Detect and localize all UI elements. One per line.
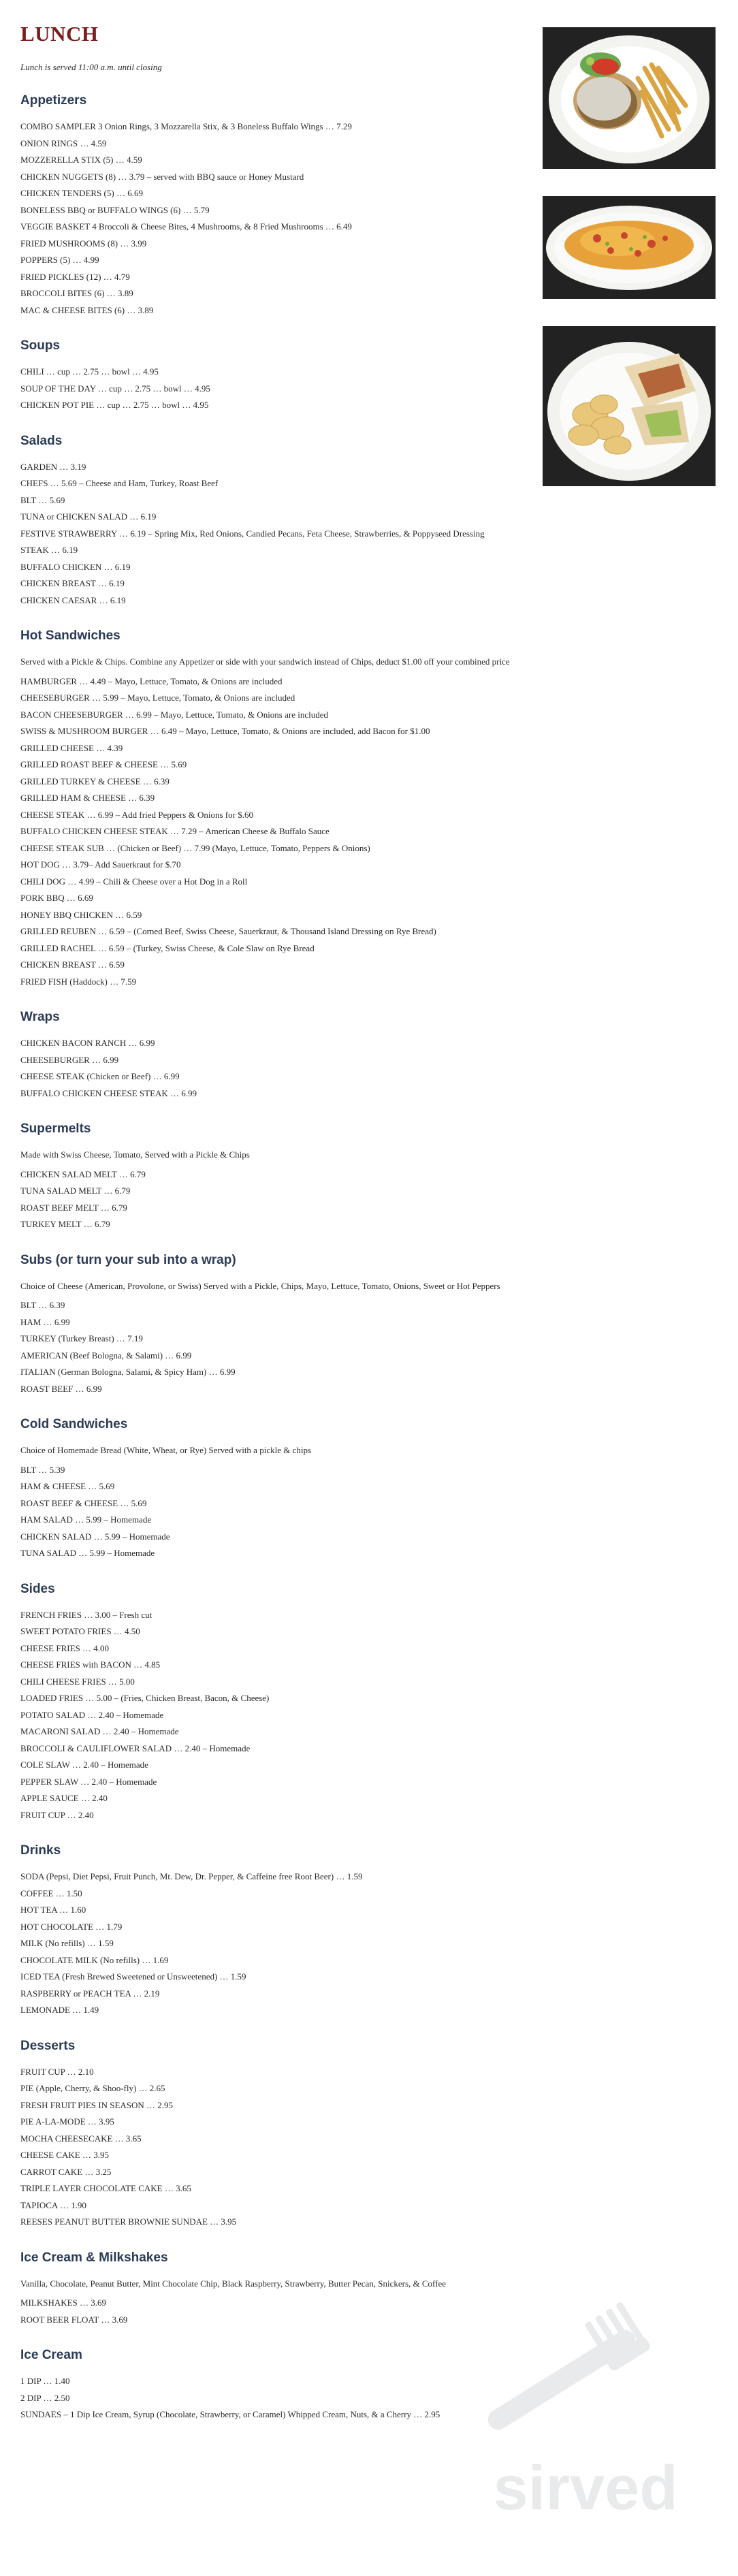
menu-item: CHICKEN SALAD … 5.99 – Homemade (20, 1531, 170, 1542)
menu-item: PIE A-LA-MODE … 3.95 (20, 2116, 114, 2127)
menu-item: TRIPLE LAYER CHOCOLATE CAKE … 3.65 (20, 2183, 191, 2193)
menu-item: HAM & CHEESE … 5.69 (20, 1481, 115, 1491)
menu-item: CHICKEN NUGGETS (8) … 3.79 – served with BBQ sauce or Honey Mustard (20, 171, 304, 182)
menu-item: HAM SALAD … 5.99 – Homemade (20, 1514, 152, 1525)
menu-item: FRUIT CUP … 2.10 (20, 2066, 94, 2077)
menu-item: CHEFS … 5.69 – Cheese and Ham, Turkey, Roast Beef (20, 478, 219, 488)
menu-item: REESES PEANUT BUTTER BROWNIE SUNDAE … 3.95 (20, 2216, 237, 2227)
menu-item: FRENCH FRIES … 3.00 – Fresh cut (20, 1609, 153, 1620)
menu-item: CHILI … cup … 2.75 … bowl … 4.95 (20, 366, 159, 377)
menu-item: 2 DIP … 2.50 (20, 2392, 70, 2403)
menu-section (20, 1581, 538, 1824)
section-heading: Desserts (20, 2038, 76, 2053)
menu-item: CHICKEN CAESAR … 6.19 (20, 594, 126, 605)
menu-item: BROCCOLI & CAULIFLOWER SALAD … 2.40 – Homemade (20, 1743, 251, 1753)
menu-item: CHEESE FRIES … 4.00 (20, 1642, 110, 1653)
menu-item: PIE (Apple, Cherry, & Shoo-fly) … 2.65 (20, 2083, 165, 2093)
menu-item: POTATO SALAD … 2.40 – Homemade (20, 1709, 164, 1720)
fork-icon (463, 2268, 708, 2526)
menu-section (20, 1121, 538, 1233)
menu-item: MACARONI SALAD … 2.40 – Homemade (20, 1726, 179, 1736)
menu-item: COLE SLAW … 2.40 – Homemade (20, 1760, 148, 1770)
section-heading: Drinks (20, 1843, 61, 1858)
menu-item: ROAST BEEF MELT … 6.79 (20, 1202, 127, 1213)
section-heading: Sides (20, 1581, 55, 1596)
menu-section (20, 1252, 538, 1398)
sirved-watermark-text: sirved (493, 2453, 678, 2523)
menu-section (20, 628, 538, 990)
menu-item: ROAST BEEF & CHEESE … 5.69 (20, 1497, 147, 1508)
menu-section (20, 2250, 538, 2329)
menu-item: MAC & CHEESE BITES (6) … 3.89 (20, 304, 154, 315)
menu-item: HOT TEA … 1.60 (20, 1905, 86, 1915)
food-photos (543, 27, 716, 513)
menu-item: GRILLED CHEESE … 4.39 (20, 742, 123, 753)
menu-item: RASPBERRY or PEACH TEA … 2.19 (20, 1988, 160, 1999)
menu-section (20, 1416, 538, 1562)
page-title: LUNCH (20, 22, 99, 46)
menu-item: CHEESE FRIES with BACON … 4.85 (20, 1659, 161, 1670)
menu-item: GRILLED HAM & CHEESE … 6.39 (20, 793, 155, 803)
menu-item: CHICKEN BACON RANCH … 6.99 (20, 1038, 155, 1048)
menu-item: FESTIVE STRAWBERRY … 6.19 – Spring Mix, Red Onions, Candied Pecans, Feta Cheese, Strawberries, & Poppyseed Dressing (20, 528, 485, 539)
section-note: Choice of Homemade Bread (White, Wheat, or Rye) Served with a pickle & chips (20, 1445, 312, 1455)
menu-item: TUNA SALAD … 5.99 – Homemade (20, 1548, 155, 1558)
menu-item: GRILLED TURKEY & CHEESE … 6.39 (20, 776, 170, 786)
menu-content (20, 20, 538, 2423)
menu-item: HONEY BBQ CHICKEN … 6.59 (20, 909, 142, 920)
section-heading: Cold Sandwiches (20, 1417, 128, 1431)
menu-item: COFFEE … 1.50 (20, 1888, 82, 1898)
menu-item: MOCHA CHEESECAKE … 3.65 (20, 2133, 142, 2144)
section-heading: Hot Sandwiches (20, 629, 121, 643)
menu-item: CHICKEN BREAST … 6.59 (20, 959, 125, 970)
menu-item: BUFFALO CHICKEN CHEESE STEAK … 7.29 – American Cheese & Buffalo Sauce (20, 826, 330, 836)
section-note: Choice of Cheese (American, Provolone, or Swiss) Served with a Pickle, Chips, Mayo, Lettuce, Tomato, Onions, Sweet or Hot Peppers (20, 1280, 500, 1291)
section-heading: Wraps (20, 1010, 60, 1024)
menu-item: BUFFALO CHICKEN CHEESE STEAK … 6.99 (20, 1087, 197, 1098)
menu-item: COMBO SAMPLER 3 Onion Rings, 3 Mozzarella Stix, & 3 Boneless Buffalo Wings … 7.29 (20, 121, 352, 131)
loaded-nachos-photo (543, 196, 716, 299)
wrap-and-chips-photo (543, 326, 716, 486)
menu-item: SWEET POTATO FRIES … 4.50 (20, 1626, 140, 1636)
menu-item: VEGGIE BASKET 4 Broccoli & Cheese Bites, 4 Mushrooms, & 8 Fried Mushrooms … 6.49 (20, 221, 352, 232)
menu-item: 1 DIP … 1.40 (20, 2376, 70, 2386)
burger-and-fries-photo (543, 27, 716, 169)
menu-item: CHEESE STEAK (Chicken or Beef) … 6.99 (20, 1071, 180, 1081)
menu-item: FRIED FISH (Haddock) … 7.59 (20, 976, 137, 987)
menu-section (20, 2347, 538, 2423)
lunch-hours-note: Lunch is served 11:00 a.m. until closing (20, 62, 162, 72)
menu-item: TUNA or CHICKEN SALAD … 6.19 (20, 511, 157, 522)
menu-item: FRUIT CUP … 2.40 (20, 1809, 94, 1820)
menu-item: GRILLED ROAST BEEF & CHEESE … 5.69 (20, 759, 187, 769)
menu-item: PEPPER SLAW … 2.40 – Homemade (20, 1776, 157, 1787)
menu-item: HOT CHOCOLATE … 1.79 (20, 1921, 123, 1932)
menu-item: HOT DOG … 3.79– Add Sauerkraut for $.70 (20, 859, 181, 870)
menu-item: BROCCOLI BITES (6) … 3.89 (20, 288, 133, 298)
section-heading: Salads (20, 433, 63, 448)
menu-section (20, 2038, 538, 2231)
menu-item: CHICKEN TENDERS (5) … 6.69 (20, 188, 143, 198)
menu-item: STEAK … 6.19 (20, 545, 78, 555)
menu-item: CHICKEN BREAST … 6.19 (20, 578, 125, 588)
menu-item: GRILLED RACHEL … 6.59 – (Turkey, Swiss Cheese, & Cole Slaw on Rye Bread (20, 942, 315, 953)
menu-item: BLT … 6.39 (20, 1300, 65, 1310)
menu-item: SOUP OF THE DAY … cup … 2.75 … bowl … 4.95 (20, 383, 210, 394)
menu-item: HAMBURGER … 4.49 – Mayo, Lettuce, Tomato, & Onions are included (20, 675, 283, 686)
menu-item: CARROT CAKE … 3.25 (20, 2166, 112, 2177)
menu-item: ICED TEA (Fresh Brewed Sweetened or Unsweetened) … 1.59 (20, 1971, 246, 1982)
menu-item: BACON CHEESEBURGER … 6.99 – Mayo, Lettuce, Tomato, & Onions are included (20, 709, 328, 720)
section-note: Served with a Pickle & Chips. Combine any Appetizer or side with your sandwich instead of Chips, deduct $1.00 off your combined price (20, 656, 510, 667)
menu-item: SODA (Pepsi, Diet Pepsi, Fruit Punch, Mt. Dew, Dr. Pepper, & Caffeine free Root Beer) … 1.59 (20, 1871, 363, 1881)
menu-section (20, 93, 538, 319)
section-heading: Soups (20, 338, 61, 353)
menu-section (20, 1843, 538, 2019)
section-heading: Supermelts (20, 1122, 91, 1136)
menu-item: CHEESE STEAK … 6.99 – Add fried Peppers & Onions for $.60 (20, 809, 253, 820)
menu-item: SUNDAES – 1 Dip Ice Cream, Syrup (Chocolate, Strawberry, or Caramel) Whipped Cream, Nuts, & a Cherry … 2.95 (20, 2409, 440, 2419)
menu-item: FRIED PICKLES (12) … 4.79 (20, 271, 130, 282)
menu-section (20, 433, 538, 609)
menu-item: GRILLED REUBEN … 6.59 – (Corned Beef, Swiss Cheese, Sauerkraut, & Thousand Island Dressing on Rye Bread) (20, 926, 436, 936)
menu-item: PORK BBQ … 6.69 (20, 893, 93, 903)
section-heading: Subs (or turn your sub into a wrap) (20, 1252, 236, 1267)
menu-item: LEMONADE … 1.49 (20, 2005, 99, 2015)
menu-item: ROAST BEEF … 6.99 (20, 1383, 102, 1394)
menu-item: TURKEY (Turkey Breast) … 7.19 (20, 1333, 143, 1343)
section-note: Vanilla, Chocolate, Peanut Butter, Mint Chocolate Chip, Black Raspberry, Strawberry, Butter Pecan, Snickers, & Coffee (20, 2278, 447, 2289)
menu-item: APPLE SAUCE … 2.40 (20, 1793, 108, 1803)
menu-item: FRESH FRUIT PIES IN SEASON … 2.95 (20, 2099, 174, 2110)
menu-item: TURKEY MELT … 6.79 (20, 1219, 110, 1229)
menu-item: BONELESS BBQ or BUFFALO WINGS (6) … 5.79 (20, 204, 210, 215)
menu-item: ITALIAN (German Bologna, Salami, & Spicy Ham) … 6.99 (20, 1367, 236, 1377)
menu-item: CHEESEBURGER … 5.99 – Mayo, Lettuce, Tomato, & Onions are included (20, 693, 295, 703)
section-note: Made with Swiss Cheese, Tomato, Served with a Pickle & Chips (20, 1149, 250, 1160)
section-heading: Appetizers (20, 93, 87, 108)
menu-item: POPPERS (5) … 4.99 (20, 255, 99, 265)
menu-item: BUFFALO CHICKEN … 6.19 (20, 561, 131, 572)
menu-item: CHEESE CAKE … 3.95 (20, 2150, 109, 2160)
section-heading: Ice Cream (20, 2348, 82, 2362)
menu-item: CHEESEBURGER … 6.99 (20, 1054, 119, 1065)
menu-item: FRIED MUSHROOMS (8) … 3.99 (20, 238, 147, 249)
menu-item: MILKSHAKES … 3.69 (20, 2297, 107, 2308)
menu-item: ROOT BEER FLOAT … 3.69 (20, 2314, 128, 2325)
menu-item: CHOCOLATE MILK (No refills) … 1.69 (20, 1954, 169, 1965)
menu-item: MOZZERELLA STIX (5) … 4.59 (20, 155, 142, 165)
menu-item: MILK (No refills) … 1.59 (20, 1938, 114, 1948)
section-heading: Ice Cream & Milkshakes (20, 2250, 168, 2265)
menu-item: GARDEN … 3.19 (20, 461, 86, 472)
menu-section (20, 1009, 538, 1102)
menu-sections (20, 93, 538, 2423)
menu-item: BLT … 5.69 (20, 494, 65, 505)
menu-item: AMERICAN (Beef Bologna, & Salami) … 6.99 (20, 1350, 192, 1361)
menu-item: CHILI CHEESE FRIES … 5.00 (20, 1676, 135, 1687)
menu-item: TUNA SALAD MELT … 6.79 (20, 1186, 131, 1196)
menu-item: CHICKEN SALAD MELT … 6.79 (20, 1168, 146, 1179)
menu-item: CHILI DOG … 4.99 – Chili & Cheese over a Hot Dog in a Roll (20, 876, 248, 887)
menu-item: CHICKEN POT PIE … cup … 2.75 … bowl … 4.95 (20, 400, 209, 410)
menu-section (20, 338, 538, 414)
menu-item: TAPIOCA … 1.90 (20, 2199, 86, 2210)
menu-item: CHEESE STEAK SUB … (Chicken or Beef) … 7.99 (Mayo, Lettuce, Tomato, Peppers & Onions) (20, 842, 370, 853)
menu-item: SWISS & MUSHROOM BURGER … 6.49 – Mayo, Lettuce, Tomato, & Onions are included, add Bacon for $1.00 (20, 726, 430, 736)
menu-item: ONION RINGS … 4.59 (20, 138, 107, 148)
menu-item: HAM … 6.99 (20, 1316, 70, 1327)
menu-item: BLT … 5.39 (20, 1464, 65, 1475)
menu-item: LOADED FRIES … 5.00 – (Fries, Chicken Breast, Bacon, & Cheese) (20, 1693, 270, 1703)
sirved-watermark (463, 2268, 708, 2526)
